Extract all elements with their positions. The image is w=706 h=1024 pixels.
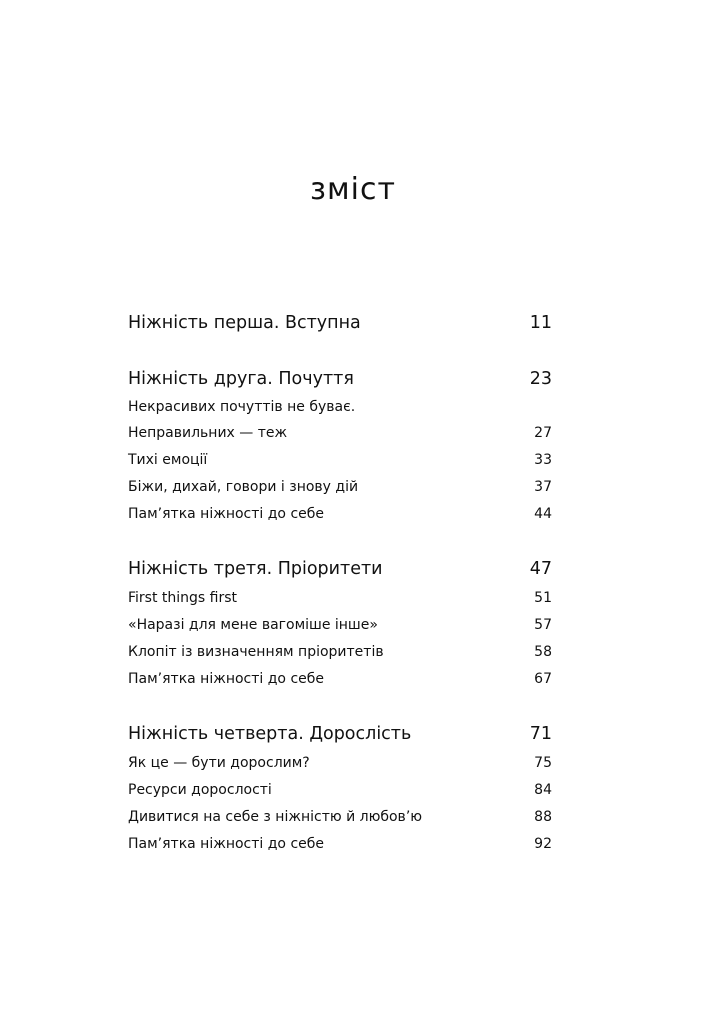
toc-section-2 — [128, 364, 552, 528]
chapter-title: Ніжність перша. Вступна — [128, 313, 361, 333]
table-of-contents — [128, 308, 552, 884]
chapter-heading[interactable] — [128, 364, 552, 394]
page-number: 37 — [534, 479, 552, 495]
page-number: 67 — [534, 671, 552, 687]
entry-title: «Наразі для мене вагоміше інше» — [128, 617, 378, 633]
toc-entry[interactable] — [128, 831, 552, 858]
entry-title: Тихі емоції — [128, 452, 208, 468]
chapter-heading[interactable] — [128, 719, 552, 749]
page-number: 44 — [534, 506, 552, 522]
toc-entry[interactable] — [128, 666, 552, 693]
entry-row — [128, 420, 552, 447]
page-number: 47 — [529, 559, 552, 579]
chapter-title: Ніжність друга. Почуття — [128, 369, 354, 389]
entry-title: Пам’ятка ніжності до себе — [128, 671, 324, 687]
toc-entry[interactable] — [128, 395, 552, 447]
page-number: 71 — [529, 724, 552, 744]
entry-title: Біжи, дихай, говори і знову дій — [128, 479, 359, 495]
page-number: 33 — [534, 452, 552, 468]
toc-entry[interactable] — [128, 777, 552, 804]
page-title: зміст — [310, 172, 396, 207]
toc-entry[interactable] — [128, 612, 552, 639]
page-number: 23 — [529, 369, 552, 389]
page-number: 27 — [534, 425, 552, 441]
page-number: 84 — [534, 782, 552, 798]
toc-entry[interactable] — [128, 750, 552, 777]
page-number: 51 — [534, 590, 552, 606]
toc-entry[interactable] — [128, 639, 552, 666]
entry-title: Дивитися на себе з ніжністю й любов’ю — [128, 809, 423, 825]
entry-title: Пам’ятка ніжності до себе — [128, 506, 324, 522]
entry-title: Неправильних — теж — [128, 425, 288, 441]
entry-title: First things first — [128, 590, 238, 606]
page-number: 75 — [534, 755, 552, 771]
toc-section-4 — [128, 719, 552, 858]
toc-section-3 — [128, 554, 552, 693]
entry-title: Як це — бути дорослим? — [128, 755, 310, 771]
page-number: 11 — [529, 313, 552, 333]
entry-title: Ресурси дорослості — [128, 782, 272, 798]
toc-entry[interactable] — [128, 585, 552, 612]
chapter-heading[interactable] — [128, 554, 552, 584]
page-number: 58 — [534, 644, 552, 660]
toc-entry[interactable] — [128, 447, 552, 474]
toc-entry[interactable] — [128, 501, 552, 528]
entry-title-line1: Некрасивих почуттів не буває. — [128, 399, 356, 415]
page-number: 92 — [534, 836, 552, 852]
page-number: 57 — [534, 617, 552, 633]
toc-entry[interactable] — [128, 474, 552, 501]
toc-section-1 — [128, 308, 552, 338]
chapter-title: Ніжність четверта. Дорослість — [128, 724, 412, 744]
entry-title: Клопіт із визначенням пріоритетів — [128, 644, 384, 660]
page-number: 88 — [534, 809, 552, 825]
entry-title: Пам’ятка ніжності до себе — [128, 836, 324, 852]
chapter-title: Ніжність третя. Пріоритети — [128, 559, 383, 579]
toc-entry[interactable] — [128, 804, 552, 831]
chapter-heading[interactable] — [128, 308, 552, 338]
